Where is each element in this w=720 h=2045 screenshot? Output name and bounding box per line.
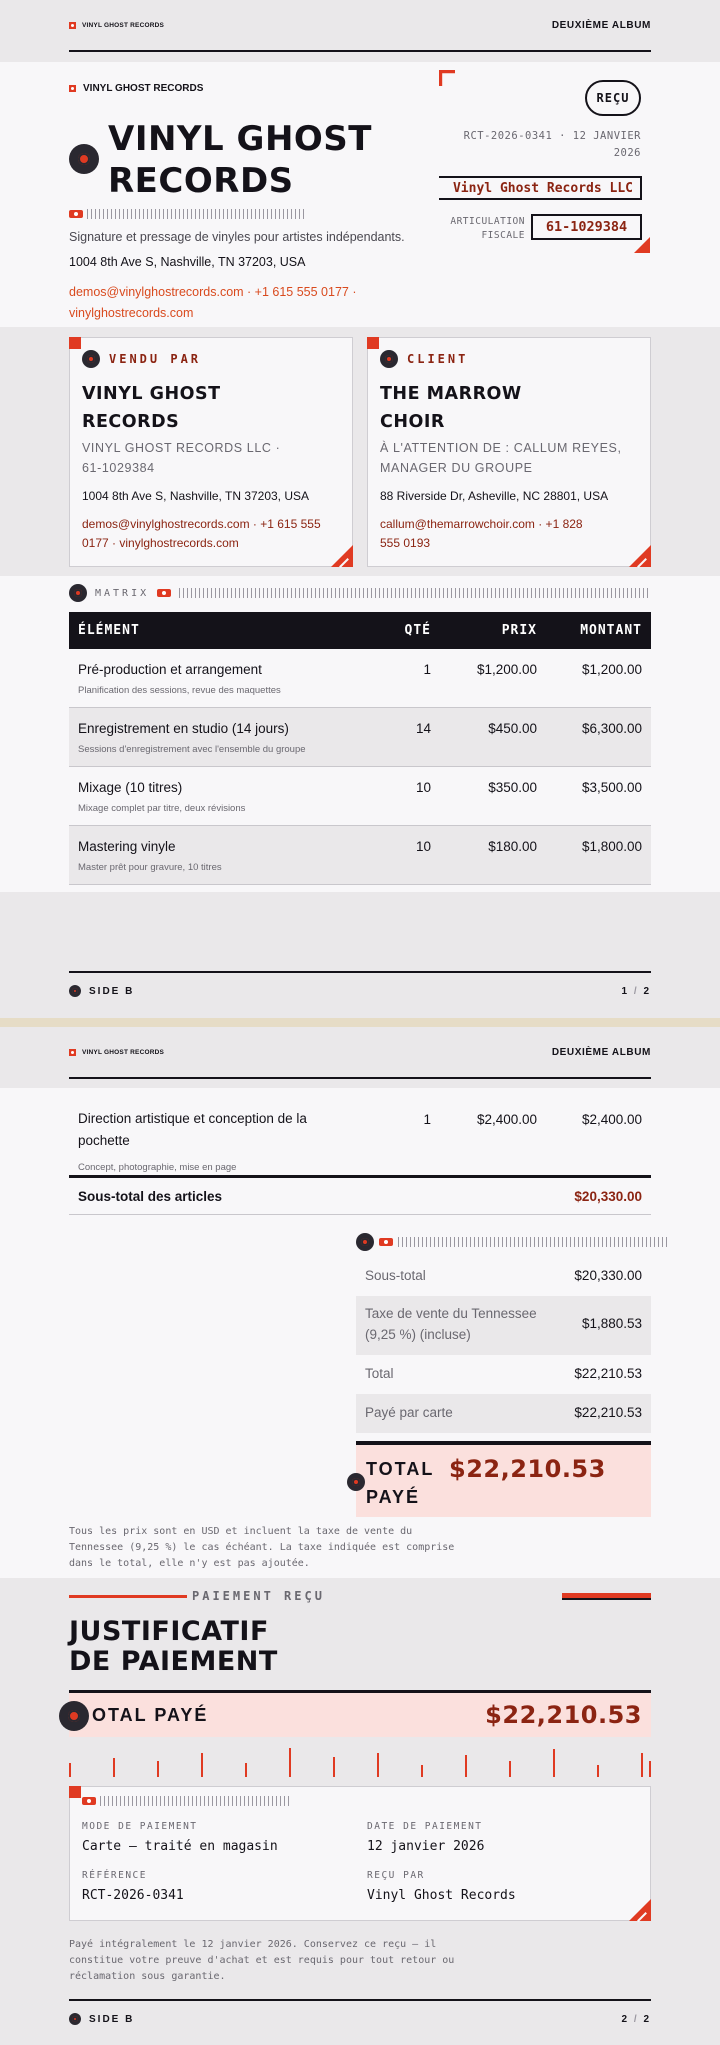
reference-label: RÉFÉRENCE bbox=[82, 1870, 147, 1881]
matrix-label: MATRIX bbox=[95, 587, 150, 599]
date-value: 12 janvier 2026 bbox=[367, 1839, 485, 1854]
company-name: VINYL GHOST RECORDS bbox=[108, 119, 372, 201]
page-separator bbox=[0, 1018, 720, 1027]
header-brand: VINYL GHOST RECORDS bbox=[82, 1048, 165, 1056]
company-section bbox=[0, 62, 720, 327]
tax-id: 61-1029384 bbox=[531, 214, 642, 240]
total-paid-box: TOTAL PAYÉ $22,210.53 bbox=[356, 1441, 651, 1517]
items-subtotal: Sous-total des articles $20,330.00 bbox=[69, 1175, 651, 1215]
seller-name: VINYL GHOST RECORDS bbox=[82, 384, 221, 432]
receipt-stamp: REÇU bbox=[585, 80, 641, 116]
logo-icon bbox=[69, 85, 76, 92]
company-tagline: Signature et pressage de vinyles pour artistes indépendants. bbox=[69, 230, 405, 244]
cassette-icon bbox=[69, 210, 83, 218]
client-contact[interactable]: callum@themarrowchoir.com · +1 828 555 0193 bbox=[380, 517, 583, 550]
accent-rule bbox=[69, 1595, 187, 1598]
summary-row: Sous-total $20,330.00 bbox=[365, 1268, 642, 1283]
client-attention: À L'ATTENTION DE : CALLUM REYES, MANAGER DU GROUPE bbox=[380, 441, 622, 475]
client-address: 88 Riverside Dr, Asheville, NC 28801, USA bbox=[380, 489, 609, 503]
corner-mark-icon bbox=[629, 545, 651, 567]
groove-ticks bbox=[398, 1237, 668, 1247]
corner-mark-icon bbox=[439, 70, 455, 86]
accent-rule bbox=[562, 1593, 651, 1600]
cassette-icon bbox=[82, 1797, 96, 1805]
company-badge: VINYL GHOST RECORDS bbox=[83, 83, 204, 94]
reference-value: RCT-2026-0341 bbox=[82, 1888, 184, 1903]
legal-name: Vinyl Ghost Records LLC bbox=[452, 181, 633, 196]
seller-card bbox=[69, 337, 353, 567]
groove-ticks bbox=[179, 588, 649, 598]
company-address: 1004 8th Ave S, Nashville, TN 37203, USA bbox=[69, 255, 306, 269]
vinyl-record-icon bbox=[82, 350, 100, 368]
groove-ticks bbox=[87, 209, 307, 219]
seller-contact[interactable]: demos@vinylghostrecords.com · +1 615 555 0177 · vinylghostrecords.com bbox=[82, 517, 321, 550]
table-row: Enregistrement en studio (14 jours) Sessions d'enregistrement avec l'ensemble du groupe 14 $450.00 $6,300.00 bbox=[69, 708, 651, 767]
page-number: 1 / 2 bbox=[621, 985, 651, 997]
summary-row: Payé par carte $22,210.53 bbox=[356, 1394, 651, 1433]
logo-icon bbox=[69, 1049, 76, 1056]
page-header bbox=[69, 0, 651, 52]
receipt-page-1 bbox=[0, 0, 720, 1020]
seller-address: 1004 8th Ave S, Nashville, TN 37203, USA bbox=[82, 489, 310, 503]
tax-label: ARTICULATION FISCALE bbox=[450, 216, 525, 241]
page-number: 2 / 2 bbox=[621, 2013, 651, 2025]
client-label: CLIENT bbox=[407, 352, 469, 366]
company-contact[interactable]: demos@vinylghostrecords.com · +1 615 555 0177 · vinylghostrecords.com bbox=[69, 285, 357, 320]
vinyl-record-icon bbox=[69, 2013, 81, 2025]
table-row: Pré-production et arrangement Planification des sessions, revue des maquettes 1 $1,200.00 $1,200.00 bbox=[69, 649, 651, 708]
header-album: DEUXIÈME ALBUM bbox=[551, 19, 651, 31]
tax-note: Tous les prix sont en USD et incluent la taxe de vente du Tennessee (9,25 %) le cas échéant. La taxe indiquée est comprise dans le total, elle n'y est pas ajoutée. bbox=[69, 1526, 455, 1569]
vinyl-record-icon bbox=[69, 584, 87, 602]
method-label: MODE DE PAIEMENT bbox=[82, 1821, 198, 1832]
cassette-icon bbox=[379, 1238, 393, 1246]
summary-row: Taxe de vente du Tennessee (9,25 %) (incluse) $1,880.53 bbox=[356, 1296, 651, 1355]
vinyl-record-icon bbox=[347, 1473, 365, 1491]
payment-kicker: PAIEMENT REÇU bbox=[192, 1589, 325, 1603]
corner-mark-icon bbox=[331, 545, 353, 567]
method-value: Carte — traité en magasin bbox=[82, 1839, 278, 1854]
vinyl-record-icon bbox=[69, 144, 99, 174]
footer-side: SIDE B bbox=[89, 2013, 135, 2025]
table-header: ÉLÉMENT QTÉ PRIX MONTANT bbox=[69, 612, 651, 649]
page-header bbox=[69, 1027, 651, 1079]
payment-total-band: OTAL PAYÉ $22,210.53 bbox=[69, 1690, 651, 1737]
seller-legal: VINYL GHOST RECORDS LLC · 61-1029384 bbox=[82, 441, 281, 475]
receipt-page-2 bbox=[0, 1027, 720, 2045]
vinyl-record-icon bbox=[356, 1233, 374, 1251]
date-label: DATE DE PAIEMENT bbox=[367, 1821, 483, 1832]
received-by-label: REÇU PAR bbox=[367, 1870, 425, 1881]
receipt-number: RCT-2026-0341 · 12 JANVIER 2026 bbox=[463, 130, 641, 159]
closing-note: Payé intégralement le 12 janvier 2026. Conservez ce reçu — il constitue votre preuve d'achat et est requis pour tout retour ou réclamation sous garantie. bbox=[69, 1939, 455, 1982]
footer-side: SIDE B bbox=[89, 985, 135, 997]
table-row: Mixage (10 titres) Mixage complet par titre, deux révisions 10 $350.00 $3,500.00 bbox=[69, 767, 651, 826]
vinyl-record-icon bbox=[380, 350, 398, 368]
page-footer bbox=[69, 971, 651, 1009]
seller-label: VENDU PAR bbox=[109, 352, 202, 366]
client-name: THE MARROW CHOIR bbox=[380, 384, 522, 432]
table-row: Direction artistique et conception de la pochette Concept, photographie, mise en page 1 $2,400.00 $2,400.00 bbox=[69, 1104, 651, 1185]
corner-mark-icon bbox=[629, 1899, 651, 1921]
client-card bbox=[367, 337, 651, 567]
table-row: Mastering vinyle Master prêt pour gravure, 10 titres 10 $180.00 $1,800.00 bbox=[69, 826, 651, 885]
vinyl-record-icon bbox=[59, 1701, 89, 1731]
summary-row: Total $22,210.53 bbox=[365, 1366, 642, 1381]
payment-details-card bbox=[69, 1786, 651, 1921]
header-brand: VINYL GHOST RECORDS bbox=[82, 21, 165, 29]
vinyl-record-icon bbox=[69, 985, 81, 997]
received-by-value: Vinyl Ghost Records bbox=[367, 1888, 516, 1903]
groove-ticks bbox=[100, 1796, 290, 1806]
logo-icon bbox=[69, 22, 76, 29]
waveform-ticks bbox=[69, 1743, 651, 1779]
cassette-icon bbox=[157, 589, 171, 597]
header-album: DEUXIÈME ALBUM bbox=[551, 1046, 651, 1058]
total-paid-value: $22,210.53 bbox=[449, 1455, 606, 1483]
payment-title: JUSTIFICATIF DE PAIEMENT bbox=[69, 1616, 278, 1677]
page-footer bbox=[69, 1999, 651, 2037]
